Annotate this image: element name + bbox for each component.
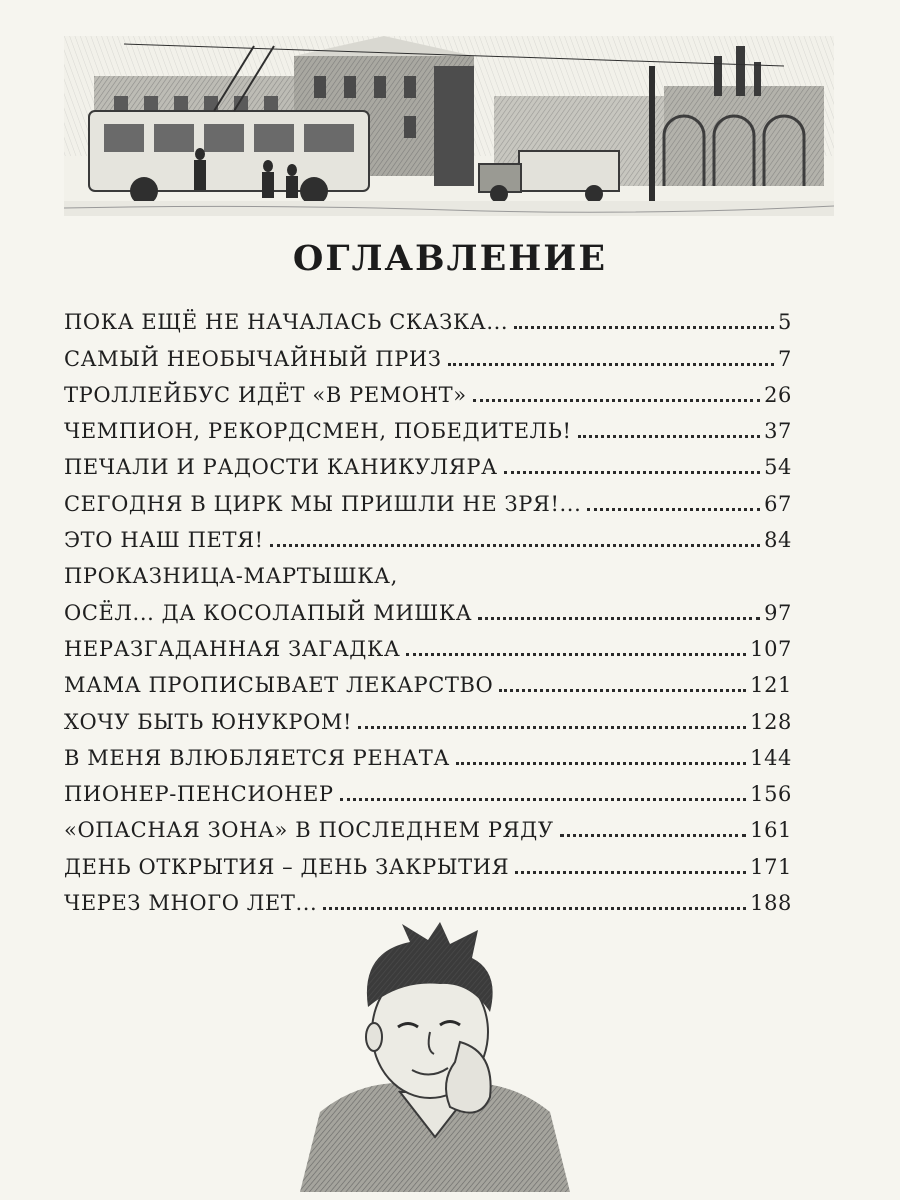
toc-entry [64, 627, 792, 663]
dot-leader [448, 363, 774, 366]
toc-entry-page-number: 156 [750, 782, 792, 807]
toc-entry-title: ПОКА ЕЩЁ НЕ НАЧАЛАСЬ СКАЗКА... [64, 310, 509, 335]
toc-entry-page-number: 5 [778, 310, 792, 335]
toc-entry [64, 736, 792, 772]
dot-leader [560, 834, 746, 837]
toc-entry-page-number: 84 [764, 528, 792, 553]
toc-entry-page-number: 26 [764, 382, 792, 407]
toc-entry [64, 518, 792, 554]
toc-entry [64, 445, 792, 481]
toc-entry [64, 808, 792, 844]
boy-portrait-illustration [290, 922, 580, 1192]
toc-entry-title: ДЕНЬ ОТКРЫТИЯ – ДЕНЬ ЗАКРЫТИЯ [64, 854, 510, 879]
toc-entry-title: ХОЧУ БЫТЬ ЮНУКРОМ! [64, 709, 353, 734]
street-scene-drawing [64, 36, 834, 216]
dot-leader [456, 762, 746, 765]
toc-entry-title: СЕГОДНЯ В ЦИРК МЫ ПРИШЛИ НЕ ЗРЯ!... [64, 491, 582, 516]
dot-leader [587, 508, 760, 511]
dot-leader [499, 689, 746, 692]
toc-entry-page-number: 107 [750, 636, 792, 661]
toc-entry-title: ТРОЛЛЕЙБУС ИДЁТ «В РЕМОНТ» [64, 382, 467, 407]
dot-leader [358, 726, 746, 729]
page-title: ОГЛАВЛЕНИЕ [292, 238, 608, 279]
toc-entry-title: В МЕНЯ ВЛЮБЛЯЕТСЯ РЕНАТА [64, 745, 450, 770]
dot-leader [323, 907, 746, 910]
toc-entry [64, 590, 792, 626]
dot-leader [270, 544, 760, 547]
dot-leader [478, 617, 760, 620]
boy-portrait-drawing [290, 922, 580, 1192]
toc-entry [64, 481, 792, 517]
toc-entry-page-number: 144 [750, 745, 792, 770]
toc-entry [64, 554, 792, 590]
toc-entry [64, 409, 792, 445]
toc-entry-title: ЧЕМПИОН, РЕКОРДСМЕН, ПОБЕДИТЕЛЬ! [64, 419, 572, 444]
toc-entry-title: ЧЕРЕЗ МНОГО ЛЕТ... [64, 891, 318, 916]
toc-entry-title: МАМА ПРОПИСЫВАЕТ ЛЕКАРСТВО [64, 673, 494, 698]
toc-entry [64, 336, 792, 372]
toc-entry-title: ЭТО НАШ ПЕТЯ! [64, 528, 264, 553]
dot-leader [515, 871, 746, 874]
toc-entry-title: НЕРАЗГАДАННАЯ ЗАГАДКА [64, 636, 401, 661]
toc-entry-page-number: 54 [764, 455, 792, 480]
dot-leader [504, 471, 760, 474]
dot-leader [473, 399, 760, 402]
toc-entry-page-number: 67 [764, 491, 792, 516]
dot-leader [578, 435, 760, 438]
dot-leader [514, 326, 774, 329]
toc-entry-page-number: 121 [750, 673, 792, 698]
toc-entry [64, 373, 792, 409]
toc-entry-title: ПЕЧАЛИ И РАДОСТИ КАНИКУЛЯРА [64, 455, 498, 480]
toc-entry [64, 699, 792, 735]
toc-entry [64, 663, 792, 699]
toc-entry [64, 881, 792, 917]
toc-entry-title: ПИОНЕР-ПЕНСИОНЕР [64, 782, 334, 807]
toc-entry-page-number: 128 [750, 709, 792, 734]
toc-entry-title: ОСЁЛ... ДА КОСОЛАПЫЙ МИШКА [64, 600, 473, 625]
toc-entry-page-number: 161 [750, 818, 792, 843]
toc-entry-page-number: 7 [778, 346, 792, 371]
toc-entry-title: «ОПАСНАЯ ЗОНА» В ПОСЛЕДНЕМ РЯДУ [64, 818, 554, 843]
toc-entry [64, 300, 792, 336]
toc-entry [64, 844, 792, 880]
toc-entry-page-number: 37 [764, 419, 792, 444]
street-scene-illustration [64, 36, 834, 216]
dot-leader [406, 653, 746, 656]
toc-entry-title: ПРОКАЗНИЦА-МАРТЫШКА, [64, 564, 398, 589]
toc-entry-title: САМЫЙ НЕОБЫЧАЙНЫЙ ПРИЗ [64, 346, 442, 371]
toc-entry-page-number: 97 [764, 600, 792, 625]
table-of-contents [64, 300, 792, 917]
toc-entry-page-number: 171 [750, 854, 792, 879]
toc-entry [64, 772, 792, 808]
dot-leader [340, 798, 746, 801]
toc-entry-page-number: 188 [750, 891, 792, 916]
